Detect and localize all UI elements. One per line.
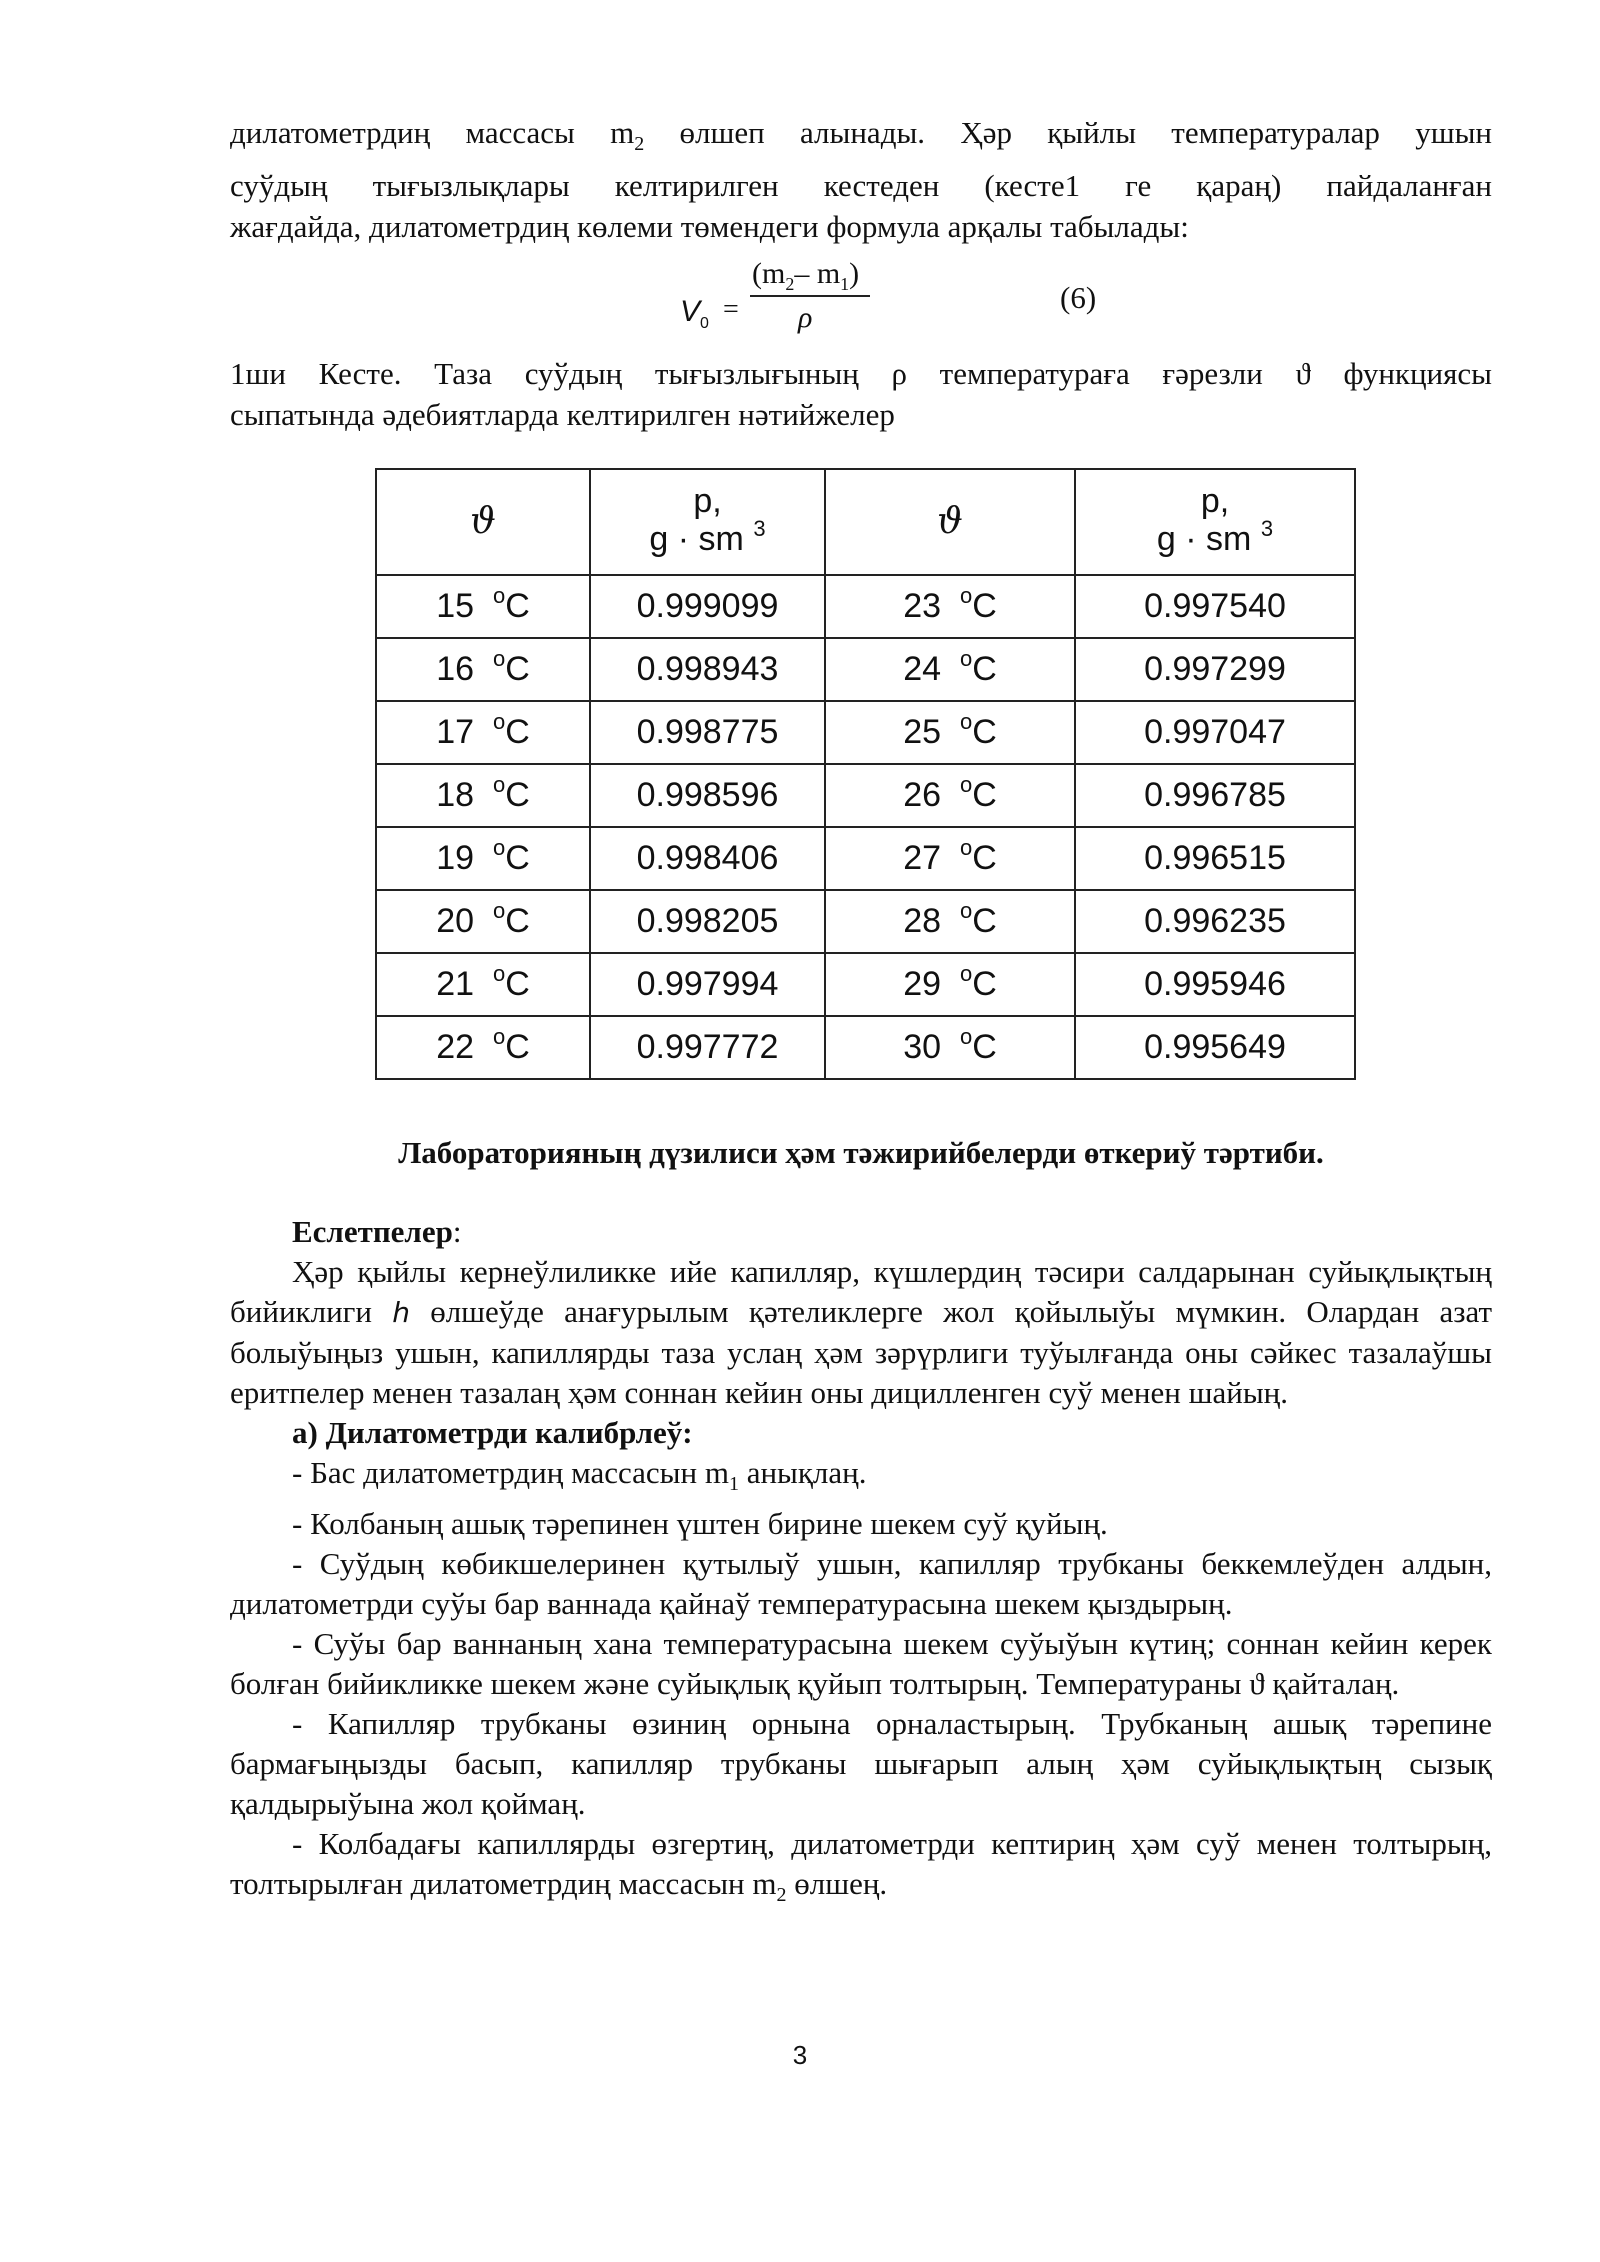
density-cell: 0.998205	[590, 890, 825, 953]
table-body	[376, 575, 1355, 1079]
header-theta-2: ϑ	[825, 469, 1075, 575]
equation-number: (6)	[1060, 280, 1097, 316]
intro-line-2: суўдың тығызлықлары келтирилген кестеден (кесте1 ге қараң) пайдаланған	[230, 168, 1492, 204]
table-row	[376, 953, 1355, 1016]
formula-numerator: ($m_2-$ $m_1$)	[752, 257, 860, 295]
step-1: - Бас дилатометрдиң массасын $m_1$ анықлаң.	[292, 1455, 867, 1496]
table-header-row	[376, 469, 1355, 575]
table-row	[376, 1016, 1355, 1079]
temperature-cell: 29 $^o$C	[825, 953, 1075, 1016]
temperature-cell: 20 $^o$C	[376, 890, 590, 953]
step-4: - Суўы бар ваннаның хана температурасына шекем суўыўын күтиң; соннан кейин керек болған бийикликке шекем және суйықлық қуйып толтырың. Температураны ϑ қайталаң.	[230, 1626, 1492, 1702]
temperature-cell: 27 $^o$C	[825, 827, 1075, 890]
instructions	[230, 1212, 1492, 1915]
density-cell: 0.997047	[1075, 701, 1355, 764]
table-row	[376, 701, 1355, 764]
temperature-cell: 28 $^o$C	[825, 890, 1075, 953]
step-5: - Капилляр трубканы өзиниң орнына орналастырың. Трубканың ашық тәрепине бармағыңызды басып, капилляр трубканы шығарып алың ҳәм суйықлықтың сызық қалдырыўына жол қоймаң.	[230, 1706, 1492, 1822]
density-cell: 0.996785	[1075, 764, 1355, 827]
density-cell: 0.998406	[590, 827, 825, 890]
formula-denominator: ρ	[798, 301, 813, 335]
temperature-cell: 21 $^o$C	[376, 953, 590, 1016]
density-cell: 0.997299	[1075, 638, 1355, 701]
caption-line-1: 1ши Кесте. Таза суўдың тығызлығының ρ температураға ғәрезли ϑ функциясы	[230, 356, 1492, 392]
intro-line-1: дилатометрдиң массасы $m_2$ өлшеп алынады. Ҳәр қыйлы температуралар ушын	[230, 115, 1492, 156]
table-row	[376, 575, 1355, 638]
section-a-title: а) Дилатометрди калибрлеў:	[292, 1415, 693, 1450]
temperature-cell: 18 $^o$C	[376, 764, 590, 827]
notes-label: Еслетпелер:	[292, 1214, 462, 1249]
notes-paragraph: Ҳәр қыйлы кернеўлиликке ийе капилляр, күшлердиң тәсири салдарынан суйықлықтың бийиклиги h өлшеўде анағурылым қәтеликлерге жол қойылыўы мүмкин. Олардан азат болыўыңыз ушын, капиллярды таза услаң ҳәм зәрүрлиги туўылғанда оны сәйкес тазалаўшы еритпелер менен тазалаң ҳәм соннан кейин оны дицилленген суў менен шайың.	[230, 1254, 1493, 1410]
temperature-cell: 30 $^o$C	[825, 1016, 1075, 1079]
formula-equals: =	[723, 294, 739, 326]
density-cell: 0.998596	[590, 764, 825, 827]
table-row	[376, 890, 1355, 953]
section-heading: Лабораторияның дүзилиси ҳәм тәжирийбелерди өткериў тәртиби.	[398, 1135, 1324, 1170]
intro-line-3: жағдайда, дилатометрдиң көлеми төмендеги формула арқалы табылады:	[230, 209, 1189, 245]
table-row	[376, 827, 1355, 890]
density-cell: 0.997772	[590, 1016, 825, 1079]
density-cell: 0.995946	[1075, 953, 1355, 1016]
step-3: - Суўдың көбикшелеринен қутылыў ушын, капилляр трубканы беккемлеўден алдын, дилатометрди суўы бар ваннада қайнаў температурасына шекем қыздырың.	[230, 1546, 1492, 1622]
formula-lhs: $V_0$	[680, 295, 709, 333]
water-density-table	[375, 468, 1356, 1080]
density-cell: 0.998775	[590, 701, 825, 764]
table-row	[376, 638, 1355, 701]
formula-6	[230, 253, 1492, 353]
temperature-cell: 22 $^o$C	[376, 1016, 590, 1079]
temperature-cell: 26 $^o$C	[825, 764, 1075, 827]
header-rho-2: p, g · sm $^3$	[1075, 469, 1355, 575]
header-rho-1: p, g · sm $^3$	[590, 469, 825, 575]
density-cell: 0.996235	[1075, 890, 1355, 953]
density-cell: 0.995649	[1075, 1016, 1355, 1079]
temperature-cell: 19 $^o$C	[376, 827, 590, 890]
page-number: 3	[792, 2040, 808, 2070]
temperature-cell: 15 $^o$C	[376, 575, 590, 638]
table-row	[376, 764, 1355, 827]
temperature-cell: 16 $^o$C	[376, 638, 590, 701]
density-cell: 0.996515	[1075, 827, 1355, 890]
density-cell: 0.997540	[1075, 575, 1355, 638]
temperature-cell: 17 $^o$C	[376, 701, 590, 764]
intro-paragraph	[230, 112, 1492, 435]
density-cell: 0.998943	[590, 638, 825, 701]
header-theta-1: ϑ	[376, 469, 590, 575]
temperature-cell: 23 $^o$C	[825, 575, 1075, 638]
temperature-cell: 25 $^o$C	[825, 701, 1075, 764]
step-6: - Колбадағы капиллярды өзгертиң, дилатометрди кептириң ҳәм суў менен толтырың, толтырылған дилатометрдиң массасын $m_2$ өлшең.	[230, 1826, 1492, 1907]
density-cell: 0.997994	[590, 953, 825, 1016]
step-2: - Колбаның ашық тәрепинен үштен бирине шекем суў қуйың.	[292, 1506, 1108, 1542]
temperature-cell: 24 $^o$C	[825, 638, 1075, 701]
density-cell: 0.999099	[590, 575, 825, 638]
caption-line-2: сыпатында әдебиятларда келтирилген нәтийжелер	[230, 397, 895, 433]
